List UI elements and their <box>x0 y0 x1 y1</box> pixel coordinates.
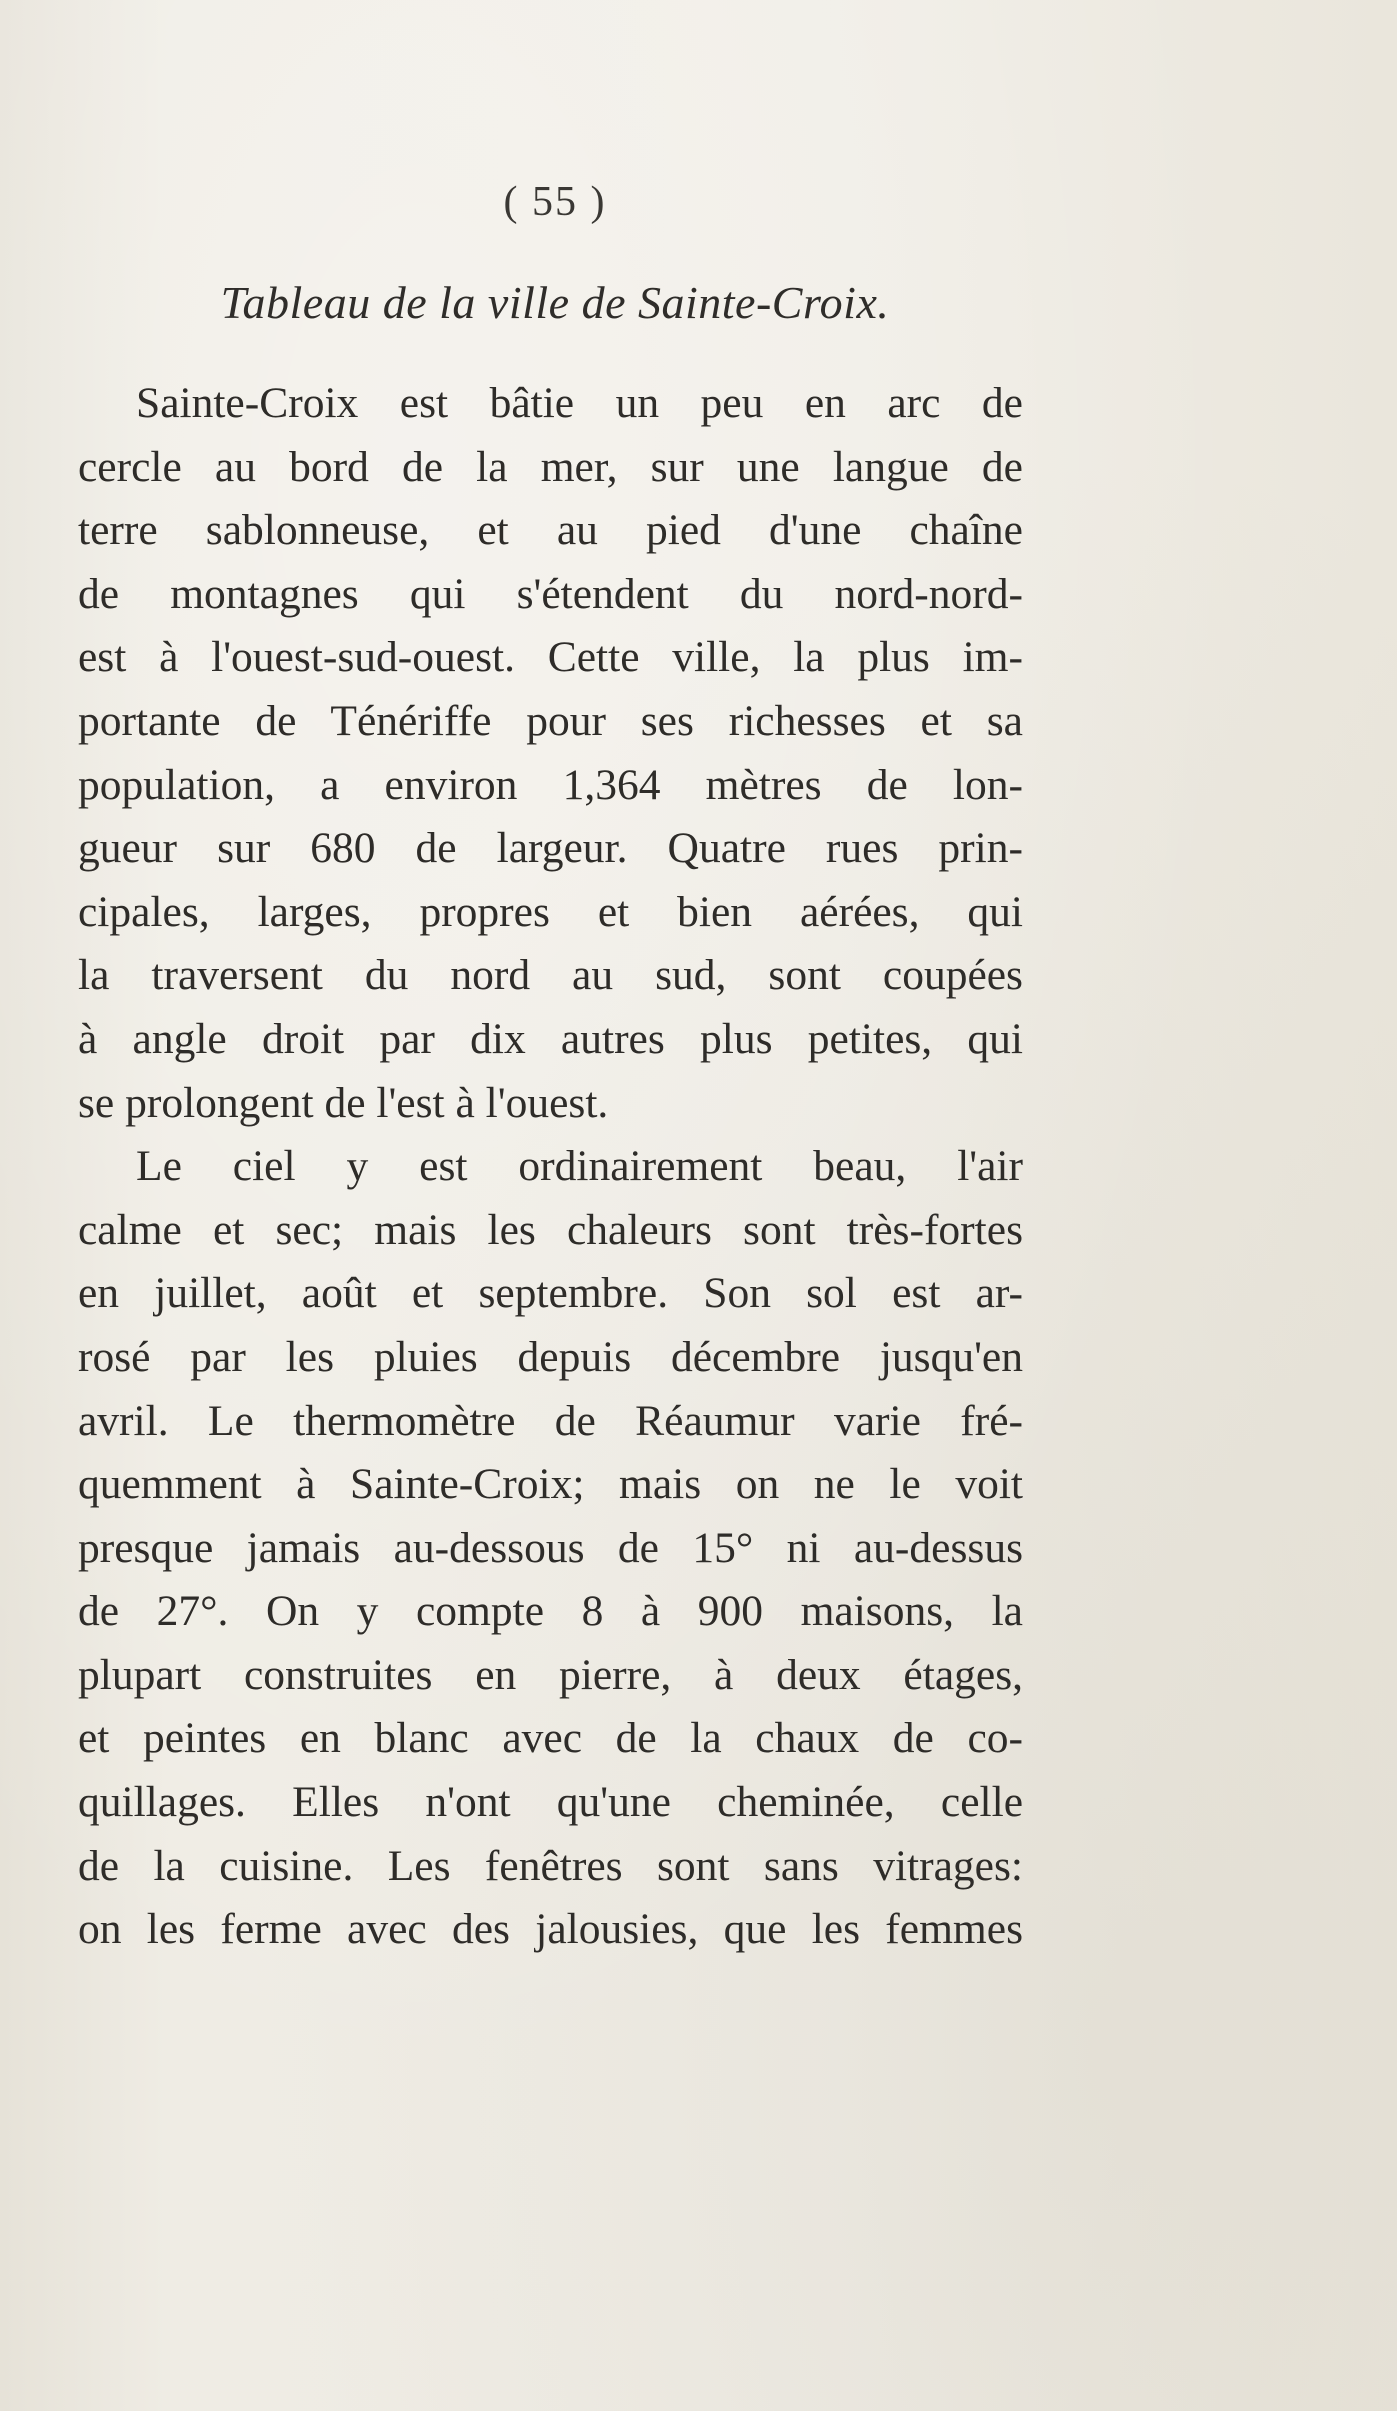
text-line: cipales, larges, propres et bien aérées, qui <box>78 887 1023 936</box>
text-line: à angle droit par dix autres plus petites, qui <box>78 1014 1023 1063</box>
page-number: ( 55 ) <box>503 179 607 225</box>
text-line: quemment à Sainte-Croix; mais on ne le voit <box>78 1460 1023 1509</box>
text-line: population, a environ 1,364 mètres de lon- <box>78 760 1023 809</box>
text-line: rosé par les pluies depuis décembre jusqu'en <box>78 1332 1023 1381</box>
text-line: cercle au bord de la mer, sur une langue de <box>78 442 1023 491</box>
text-line: quillages. Elles n'ont qu'une cheminée, celle <box>78 1778 1023 1827</box>
text-line: se prolongent de l'est à l'ouest. <box>78 1078 609 1127</box>
text-line: de 27°. On y compte 8 à 900 maisons, la <box>78 1587 1023 1636</box>
paragraph-1 <box>78 372 1023 1135</box>
text-line: Sainte-Croix est bâtie un peu en arc de <box>136 379 1023 427</box>
text-line: la traversent du nord au sud, sont coupées <box>78 951 1023 1000</box>
text-line: terre sablonneuse, et au pied d'une chaîne <box>78 506 1023 555</box>
text-line: de montagnes qui s'étendent du nord-nord- <box>78 569 1023 618</box>
text-line: avril. Le thermomètre de Réaumur varie fré- <box>78 1396 1023 1445</box>
text-line: portante de Ténériffe pour ses richesses et sa <box>78 696 1023 745</box>
section-heading: Tableau de la ville de Sainte-Croix. <box>220 277 890 328</box>
text-line: et peintes en blanc avec de la chaux de co- <box>78 1714 1023 1763</box>
body-text <box>78 372 1023 1962</box>
text-line: calme et sec; mais les chaleurs sont très-fortes <box>78 1205 1023 1254</box>
text-line: en juillet, août et septembre. Son sol est ar- <box>78 1269 1023 1318</box>
text-line: presque jamais au-dessous de 15° ni au-dessus <box>78 1523 1023 1572</box>
text-line: on les ferme avec des jalousies, que les femmes <box>78 1905 1023 1954</box>
paragraph-2 <box>78 1135 1023 1962</box>
text-line: est à l'ouest-sud-ouest. Cette ville, la plus im- <box>78 633 1023 682</box>
text-line: Le ciel y est ordinairement beau, l'air <box>136 1142 1023 1191</box>
text-line: de la cuisine. Les fenêtres sont sans vitrages: <box>78 1841 1023 1890</box>
text-line: gueur sur 680 de largeur. Quatre rues prin- <box>78 824 1023 873</box>
text-line: plupart construites en pierre, à deux étages, <box>78 1650 1023 1699</box>
